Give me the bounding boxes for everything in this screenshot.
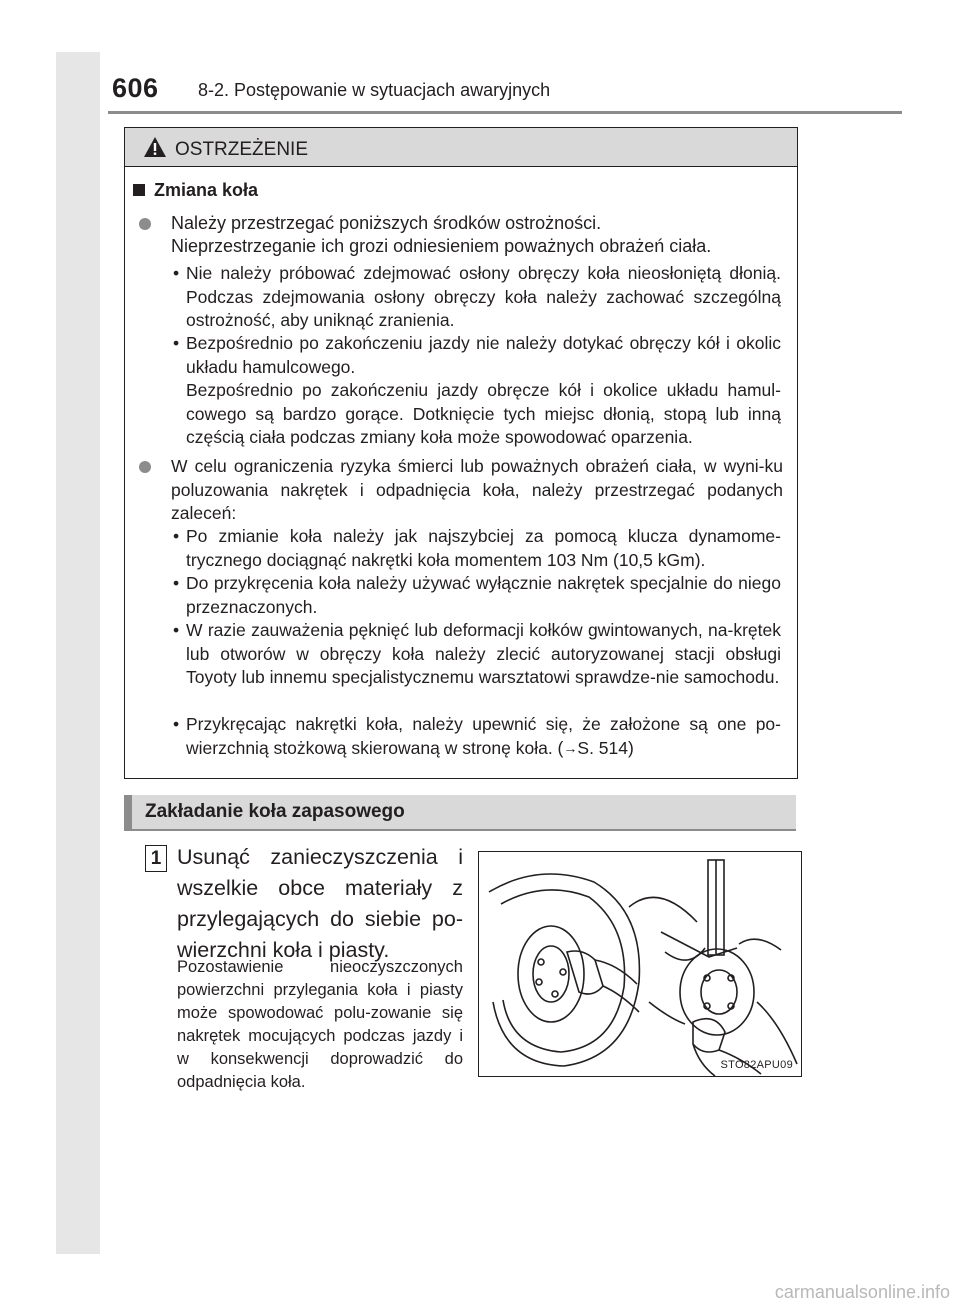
item1-bullet-1-text: Nie należy próbować zdejmować osłony obręczy koła nieosłoniętą dłonią. Podczas zdejmowania osłony obręczy koła należy zachować szczególną ostrożność, aby uniknąć zranienia.	[186, 263, 781, 330]
item2-bullet-2	[173, 572, 781, 619]
item2-bullet-2-text: Do przykręcenia koła należy używać wyłącznie nakrętek specjalnie do niego przeznaczonych.	[186, 573, 781, 617]
step-note: Pozostawienie nieoczyszczonych powierzchni przylegania koła i piasty może spowodować polu-zowanie się nakrętek mocujących podczas jazdy i w konsekwencji doprowadzić do odpadnięcia koła.	[177, 958, 463, 1091]
warning-triangle-icon	[143, 136, 167, 158]
item1-line2: Nieprzestrzeganie ich grozi odniesieniem poważnych obrażeń ciała.	[171, 236, 712, 256]
header-rule	[108, 111, 902, 114]
subsection-heading	[133, 179, 258, 202]
item1-bullet-2-cont: Bezpośrednio po zakończeniu jazdy obręcze kół i okolice układu hamul-cowego są bardzo gorące. Dotknięcie tych miejsc dłonią, stopą lub inną częścią ciała podczas zmiany koła może spowodować oparzenia.	[186, 380, 781, 447]
section-header-title: Zakładanie koła zapasowego	[145, 801, 405, 822]
circle-bullet-icon	[139, 218, 151, 230]
section-title: 8-2. Postępowanie w sytuacjach awaryjnych	[198, 80, 551, 100]
bullet-mark: •	[173, 620, 180, 640]
side-strip	[56, 52, 100, 1254]
item2-text: W celu ograniczenia ryzyka śmierci lub poważnych obrażeń ciała, w wyni-ku poluzowania nakrętek i odpadnięcia koła, należy przestrzegać podanych zaleceń:	[171, 456, 783, 523]
watermark: carmanualsonline.info	[774, 1282, 950, 1302]
section-accent	[124, 795, 132, 831]
subsection-title: Zmiana koła	[154, 180, 259, 200]
wheel-hub-cleaning-illustration	[479, 852, 801, 1076]
arrow-right-icon: →	[563, 739, 578, 756]
bullet-mark: •	[173, 714, 180, 734]
page-reference: S. 514)	[577, 737, 634, 758]
bullet-mark: •	[173, 526, 180, 546]
warning-box	[124, 127, 798, 779]
item1-bullet-2	[173, 332, 781, 379]
warning-header	[125, 128, 797, 167]
item2-bullet-1-text: Po zmianie koła należy jak najszybciej za pomocą klucza dynamome-trycznego dociągnąć nakrętki koła momentem 103 Nm (10,5 kGm).	[186, 526, 781, 570]
figure	[478, 851, 802, 1077]
circle-bullet-icon	[139, 461, 151, 473]
step-number: 1	[145, 845, 167, 872]
item1-line1: Należy przestrzegać poniższych środków ostrożności.	[171, 213, 602, 233]
item2-bullet-4-text: Przykręcając nakrętki koła, należy upewnić się, że założone są one po-wierzchnią stożkową skierowaną w stronę koła. (	[186, 714, 781, 758]
item1-bullet-2-text: Bezpośrednio po zakończeniu jazdy nie należy dotykać obręczy kół i okolic układu hamulcowego.	[186, 333, 781, 377]
bullet-mark: •	[173, 333, 180, 353]
page-number: 606	[112, 73, 159, 103]
bullet-mark: •	[173, 573, 180, 593]
square-bullet-icon	[133, 184, 145, 196]
step-instruction: Usunąć zanieczyszczenia i wszelkie obce materiały z przylegających do siebie po-wierzchni koła i piasty.	[177, 845, 463, 962]
bullet-mark: •	[173, 263, 180, 283]
item2-bullet-3-text: W razie zauważenia pęknięć lub deformacji kołków gwintowanych, na-krętek lub otworów w obręczy koła należy zlecić autoryzowanej stacji obsługi Toyoty lub innemu specjalistycznemu warsztatowi sprawdze-nie samochodu.	[186, 620, 781, 687]
item1-bullet-1	[173, 262, 781, 333]
figure-code: STO82APU09	[720, 1059, 793, 1071]
section-header	[124, 795, 796, 831]
item2-bullet-1	[173, 525, 781, 572]
warning-title: OSTRZEŻENIE	[175, 139, 309, 160]
item2-bullet-3	[173, 619, 781, 690]
item2-bullet-4	[173, 713, 781, 761]
